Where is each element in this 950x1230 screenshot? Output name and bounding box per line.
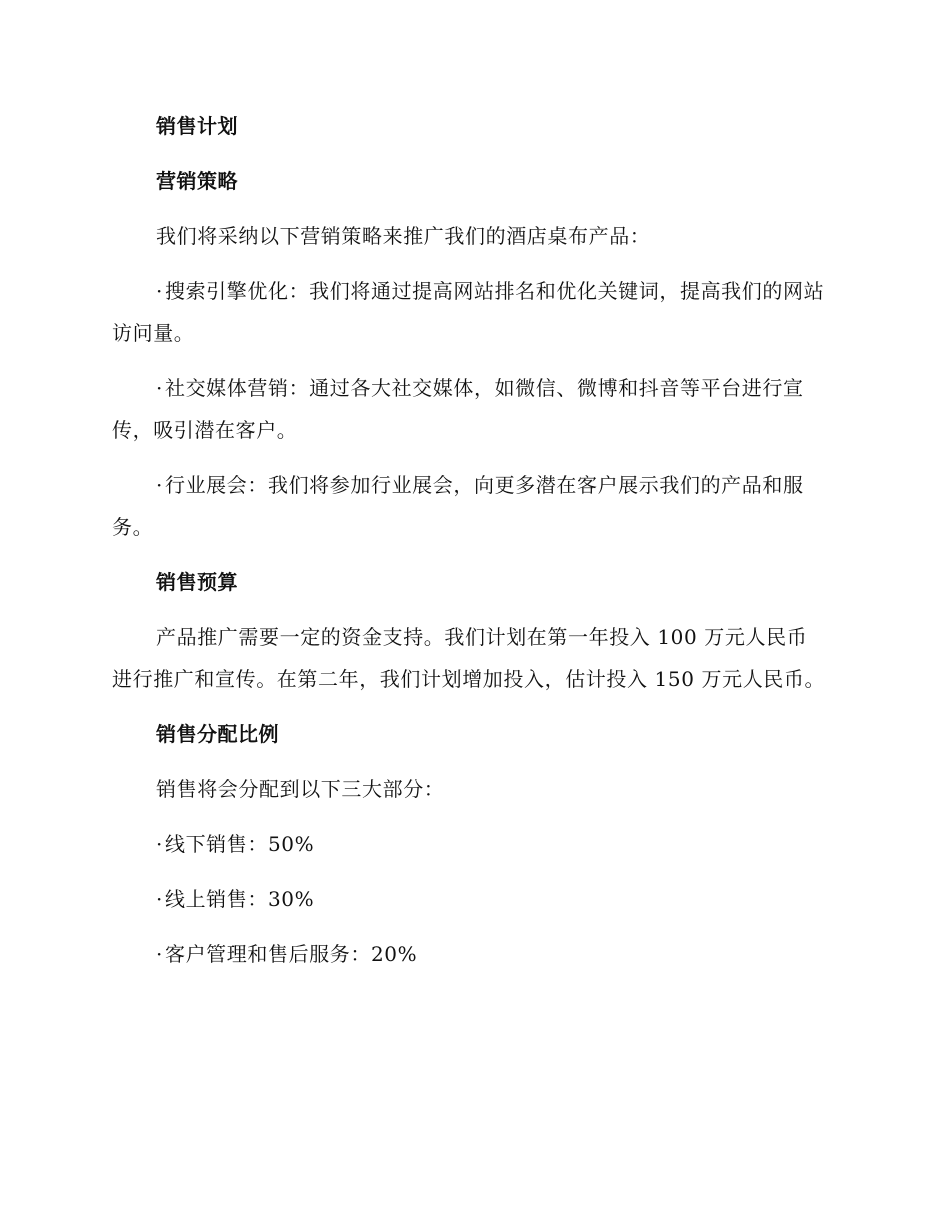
allocation-intro: 销售将会分配到以下三大部分： [156, 777, 445, 801]
document-title: 销售计划 [156, 114, 238, 138]
section-heading-marketing: 营销策略 [156, 169, 238, 193]
section-heading-allocation: 销售分配比例 [156, 722, 279, 746]
allocation-item-online [112, 878, 827, 920]
budget-paragraph: 产品推广需要一定的资金支持。我们计划在第一年投入 100 万元人民币进行推广和宣传。在第二年，我们计划增加投入，估计投入 150 万元人民币。 [112, 625, 826, 691]
marketing-item-text: 社交媒体营销：通过各大社交媒体，如微信、微博和抖音等平台进行宣传，吸引潜在客户。 [112, 376, 804, 442]
allocation-item-text: 线上销售：30% [164, 887, 315, 911]
allocation-item-text: 线下销售：50% [164, 832, 315, 856]
section-heading-budget: 销售预算 [156, 570, 238, 594]
bullet-marker: · [156, 376, 163, 400]
bullet-marker: · [156, 942, 163, 966]
bullet-marker: · [156, 832, 163, 856]
bullet-marker: · [156, 473, 163, 497]
marketing-item-text: 搜索引擎优化：我们将通过提高网站排名和优化关键词，提高我们的网站访问量。 [112, 279, 825, 345]
marketing-item-seo [112, 270, 827, 354]
document-page [112, 105, 827, 988]
marketing-item-social [112, 367, 827, 451]
bullet-marker: · [156, 887, 163, 911]
marketing-intro: 我们将采纳以下营销策略来推广我们的酒店桌布产品： [156, 224, 651, 248]
marketing-item-text: 行业展会：我们将参加行业展会，向更多潜在客户展示我们的产品和服务。 [112, 473, 804, 539]
marketing-item-expo [112, 464, 827, 548]
allocation-item-text: 客户管理和售后服务：20% [164, 942, 418, 966]
allocation-item-service [112, 933, 827, 975]
bullet-marker: · [156, 279, 163, 303]
allocation-item-offline [112, 823, 827, 865]
